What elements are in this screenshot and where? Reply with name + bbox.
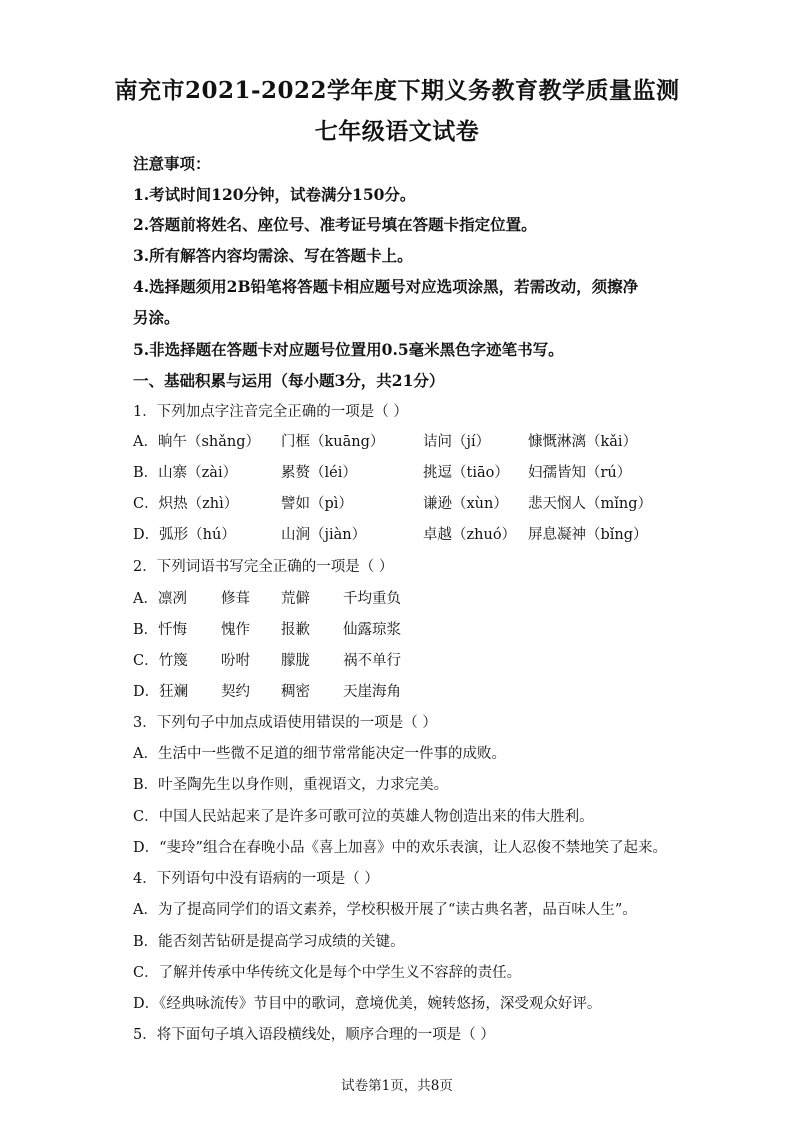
question-4-stem: 4．下列语句中没有语病的一项是（ ） bbox=[133, 871, 379, 887]
question-3-option-d: D．“斐玲”组合在春晚小品《喜上加喜》中的欢乐表演，让人忍俊不禁地笑了起来。 bbox=[133, 840, 667, 856]
question-4-option-d: D．《经典咏流传》节目中的歌词，意境优美，婉转悠扬，深受观众好评。 bbox=[133, 996, 602, 1012]
notice-item: 4.选择题须用2B铅笔将答题卡相应题号对应选项涂黑，若需改动，须擦净 bbox=[133, 277, 639, 296]
notice-heading: 注意事项： bbox=[133, 154, 211, 173]
notice-item: 2.答题前将姓名、座位号、准考证号填在答题卡指定位置。 bbox=[133, 215, 537, 234]
question-3-option-c: C．中国人民站起来了是许多可歌可泣的英雄人物创造出来的伟大胜利。 bbox=[133, 809, 594, 825]
exam-page: 南充市2021-2022学年度下期义务教育教学质量监测 七年级语文试卷 注意事项： 1.考试时间120分钟，试卷满分150分。 2.答题前将姓名、座位号、准考证号填在答题卡指定位置。 3.所有解答内容均需涂、写在答题卡上。 4.选择题须用2B铅笔将答题卡相应题号对应选项涂黑，若需改动，须擦净 另涂。 5.非选择题在答题卡对应题号位置用0.5毫米黑色字迹笔书写。 一、基础积累与运用（每小题3分，共21分） 1．下列加点字注音完全正确的一项是（ ） A．晌午（shǎng） 门框（kuāng） 诘问（jí） 慷慨淋漓（kǎi） B．山寨（zài） 累赘（léi） 挑逗（tiāo） 妇孺皆知（rú） C．炽热（zhì） 譬如（pì） 谦逊（xùn） 悲天悯人（mǐng） D．弧形（hú） 山涧（jiàn） 卓越（zhuó） 屏息凝神（bǐng） 2．下列词语书写完全正确的一项是（ ） A．凛冽 修葺 荒僻 千均重负 B．忏悔 愧作 报歉 仙露琼浆 C．竹篾 吩咐 朦胧 祸不单行 D．狂斓 契约 稠密 天崖海角 3．下列句子中加点成语使用错误的一项是（ ） A．生活中一些微不足道的细节常常能决定一件事的成败。 B．叶圣陶先生以身作则，重视语文，力求完美。 C．中国人民站起来了是许多可歌可泣的英雄人物创造出来的伟大胜利。 D．“斐玲”组合在春晚小品《喜上加喜》中的欢乐表演，让人忍俊不禁地笑了起来。 4．下列语句中没有语病的一项是（ ） A．为了提高同学们的语文素养，学校积极开展了“读古典名著，品百味人生”。 B．能否刻苦钻研是提高学习成绩的关键。 C．了解并传承中华传统文化是每个中学生义不容辞的责任。 D．《经典咏流传》节目中的歌词，意境优美，婉转悠扬，深受观众好评。 5．将下面句子填入语段横线处，顺序合理的一项是（ ） 试卷第1页，共8页 bbox=[0, 0, 794, 1122]
exam-title: 南充市2021-2022学年度下期义务教育教学质量监测 bbox=[114, 77, 680, 104]
question-2-stem: 2．下列词语书写完全正确的一项是（ ） bbox=[133, 559, 394, 575]
page-footer: 试卷第1页，共8页 bbox=[341, 1078, 453, 1094]
question-4-option-a: A．为了提高同学们的语文素养，学校积极开展了“读古典名著，品百味人生”。 bbox=[133, 902, 637, 918]
question-5-stem: 5．将下面句子填入语段横线处，顺序合理的一项是（ ） bbox=[133, 1027, 495, 1043]
notice-item: 1.考试时间120分钟，试卷满分150分。 bbox=[133, 185, 416, 204]
notice-item: 另涂。 bbox=[133, 308, 180, 327]
question-1-stem: 1．下列加点字注音完全正确的一项是（ ） bbox=[133, 404, 408, 420]
section-heading: 一、基础积累与运用（每小题3分，共21分） bbox=[133, 371, 445, 390]
question-4-option-c: C．了解并传承中华传统文化是每个中学生义不容辞的责任。 bbox=[133, 965, 522, 981]
question-3-option-a: A．生活中一些微不足道的细节常常能决定一件事的成败。 bbox=[133, 746, 506, 762]
notice-item: 5.非选择题在答题卡对应题号位置用0.5毫米黑色字迹笔书写。 bbox=[133, 340, 564, 359]
question-3-stem: 3．下列句子中加点成语使用错误的一项是（ ） bbox=[133, 715, 437, 731]
exam-subtitle: 七年级语文试卷 bbox=[314, 118, 480, 145]
question-4-option-b: B．能否刻苦钻研是提高学习成绩的关键。 bbox=[133, 934, 405, 950]
question-3-option-b: B．叶圣陶先生以身作则，重视语文，力求完美。 bbox=[133, 777, 449, 793]
notice-item: 3.所有解答内容均需涂、写在答题卡上。 bbox=[133, 246, 413, 265]
